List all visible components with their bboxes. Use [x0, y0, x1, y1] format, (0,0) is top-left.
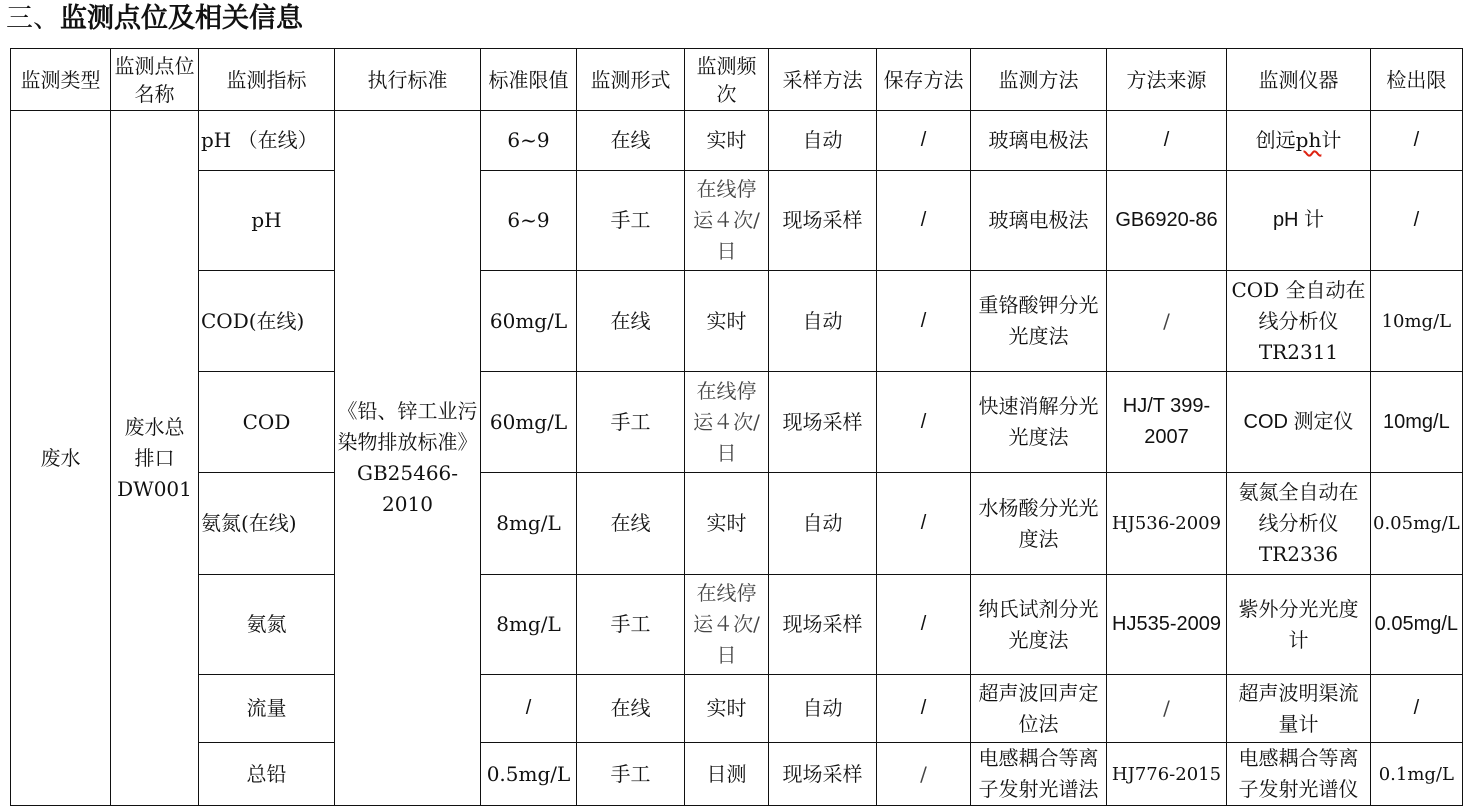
storage-cell: / [877, 372, 971, 473]
table-row [11, 171, 1463, 271]
sampling-cell: 现场采样 [769, 372, 877, 473]
table-row [11, 271, 1463, 372]
source-cell: GB6920-86 [1107, 171, 1227, 271]
detection-cell: 10mg/L [1371, 372, 1463, 473]
indicator-cell: COD(在线) [199, 271, 335, 372]
source-cell: HJ535-2009 [1107, 575, 1227, 675]
frequency-cell: 日测 [685, 743, 769, 806]
frequency-cell: 在线停运４次/日 [685, 171, 769, 271]
source-cell: / [1107, 111, 1227, 171]
indicator-cell: 流量 [199, 675, 335, 743]
sampling-cell: 自动 [769, 271, 877, 372]
form-cell: 手工 [577, 171, 685, 271]
col-header-detection: 检出限 [1371, 49, 1463, 111]
col-header-limit: 标准限值 [481, 49, 577, 111]
location-cell [111, 111, 199, 806]
limit-cell: 6~9 [481, 111, 577, 171]
location-line: DW001 [117, 476, 192, 501]
instrument-suffix: 计 [1321, 128, 1342, 152]
source-cell: / [1107, 675, 1227, 743]
section-heading [6, 0, 303, 40]
detection-cell: 0.05mg/L [1371, 473, 1463, 575]
detection-cell: 0.1mg/L [1371, 743, 1463, 806]
limit-cell: 60mg/L [481, 271, 577, 372]
instrument-cell: 超声波明渠流量计 [1227, 675, 1371, 743]
header-row [11, 49, 1463, 111]
sampling-cell: 现场采样 [769, 743, 877, 806]
method-cell: 玻璃电极法 [971, 171, 1107, 271]
sampling-cell: 自动 [769, 675, 877, 743]
form-cell: 手工 [577, 575, 685, 675]
standard-cell: 《铅、锌工业污染物排放标准》GB25466-2010 [335, 111, 481, 806]
limit-cell: 6~9 [481, 171, 577, 271]
form-cell: 在线 [577, 271, 685, 372]
table-row [11, 575, 1463, 675]
table-row [11, 111, 1463, 171]
form-cell: 在线 [577, 675, 685, 743]
storage-cell: / [877, 271, 971, 372]
instrument-prefix: 创远 [1255, 128, 1296, 152]
col-header-source: 方法来源 [1107, 49, 1227, 111]
col-header-instrument: 监测仪器 [1227, 49, 1371, 111]
limit-cell: 60mg/L [481, 372, 577, 473]
section-number: 三、 [6, 3, 60, 34]
method-cell: 水杨酸分光光度法 [971, 473, 1107, 575]
frequency-cell: 实时 [685, 675, 769, 743]
col-header-method: 监测方法 [971, 49, 1107, 111]
frequency-cell: 在线停运４次/日 [685, 372, 769, 473]
limit-cell: 8mg/L [481, 575, 577, 675]
method-cell: 超声波回声定位法 [971, 675, 1107, 743]
detection-cell: 0.05mg/L [1371, 575, 1463, 675]
col-header-frequency: 监测频次 [685, 49, 769, 111]
indicator-cell: COD [199, 372, 335, 473]
storage-cell: / [877, 111, 971, 171]
section-title: 监测点位及相关信息 [60, 3, 303, 34]
instrument-cell [1227, 111, 1371, 171]
frequency-cell: 实时 [685, 111, 769, 171]
monitor-type-cell: 废水 [11, 111, 111, 806]
limit-cell: 0.5mg/L [481, 743, 577, 806]
limit-cell: / [481, 675, 577, 743]
table-row [11, 675, 1463, 743]
indicator-cell: pH （在线） [199, 111, 335, 171]
source-cell: HJ536-2009 [1107, 473, 1227, 575]
method-cell: 快速消解分光光度法 [971, 372, 1107, 473]
method-cell: 电感耦合等离子发射光谱法 [971, 743, 1107, 806]
col-header-type: 监测类型 [11, 49, 111, 111]
limit-cell: 8mg/L [481, 473, 577, 575]
instrument-word: ph [1295, 128, 1322, 152]
sampling-cell: 现场采样 [769, 575, 877, 675]
form-cell: 在线 [577, 111, 685, 171]
form-cell: 手工 [577, 372, 685, 473]
sampling-cell: 自动 [769, 111, 877, 171]
instrument-cell: COD 测定仪 [1227, 372, 1371, 473]
col-header-standard: 执行标准 [335, 49, 481, 111]
detection-cell: / [1371, 675, 1463, 743]
frequency-cell: 实时 [685, 271, 769, 372]
source-cell: HJ/T 399-2007 [1107, 372, 1227, 473]
frequency-cell: 实时 [685, 473, 769, 575]
table-row [11, 743, 1463, 806]
instrument-cell: 电感耦合等离子发射光谱仪 [1227, 743, 1371, 806]
source-cell: HJ776-2015 [1107, 743, 1227, 806]
sampling-cell: 现场采样 [769, 171, 877, 271]
indicator-cell: 氨氮(在线) [199, 473, 335, 575]
col-header-indicator: 监测指标 [199, 49, 335, 111]
detection-cell: / [1371, 171, 1463, 271]
source-cell: / [1107, 271, 1227, 372]
instrument-cell: COD 全自动在线分析仪 TR2311 [1227, 271, 1371, 372]
method-cell: 玻璃电极法 [971, 111, 1107, 171]
storage-cell: / [877, 575, 971, 675]
col-header-form: 监测形式 [577, 49, 685, 111]
col-header-storage: 保存方法 [877, 49, 971, 111]
col-header-location: 监测点位名称 [111, 49, 199, 111]
frequency-cell: 在线停运４次/日 [685, 575, 769, 675]
method-cell: 重铬酸钾分光光度法 [971, 271, 1107, 372]
monitoring-table [10, 48, 1463, 806]
indicator-cell: 总铅 [199, 743, 335, 806]
form-cell: 在线 [577, 473, 685, 575]
storage-cell: / [877, 743, 971, 806]
indicator-cell: pH [199, 171, 335, 271]
storage-cell: / [877, 675, 971, 743]
col-header-sampling: 采样方法 [769, 49, 877, 111]
storage-cell: / [877, 171, 971, 271]
instrument-cell: pH 计 [1227, 171, 1371, 271]
sampling-cell: 自动 [769, 473, 877, 575]
location-line: 排口 [134, 445, 175, 470]
table-row [11, 372, 1463, 473]
detection-cell: 10mg/L [1371, 271, 1463, 372]
instrument-cell: 氨氮全自动在线分析仪 TR2336 [1227, 473, 1371, 575]
instrument-cell: 紫外分光光度计 [1227, 575, 1371, 675]
form-cell: 手工 [577, 743, 685, 806]
indicator-cell: 氨氮 [199, 575, 335, 675]
storage-cell: / [877, 473, 971, 575]
location-line: 废水总 [124, 414, 185, 439]
table-row [11, 473, 1463, 575]
method-cell: 纳氏试剂分光光度法 [971, 575, 1107, 675]
detection-cell: / [1371, 111, 1463, 171]
